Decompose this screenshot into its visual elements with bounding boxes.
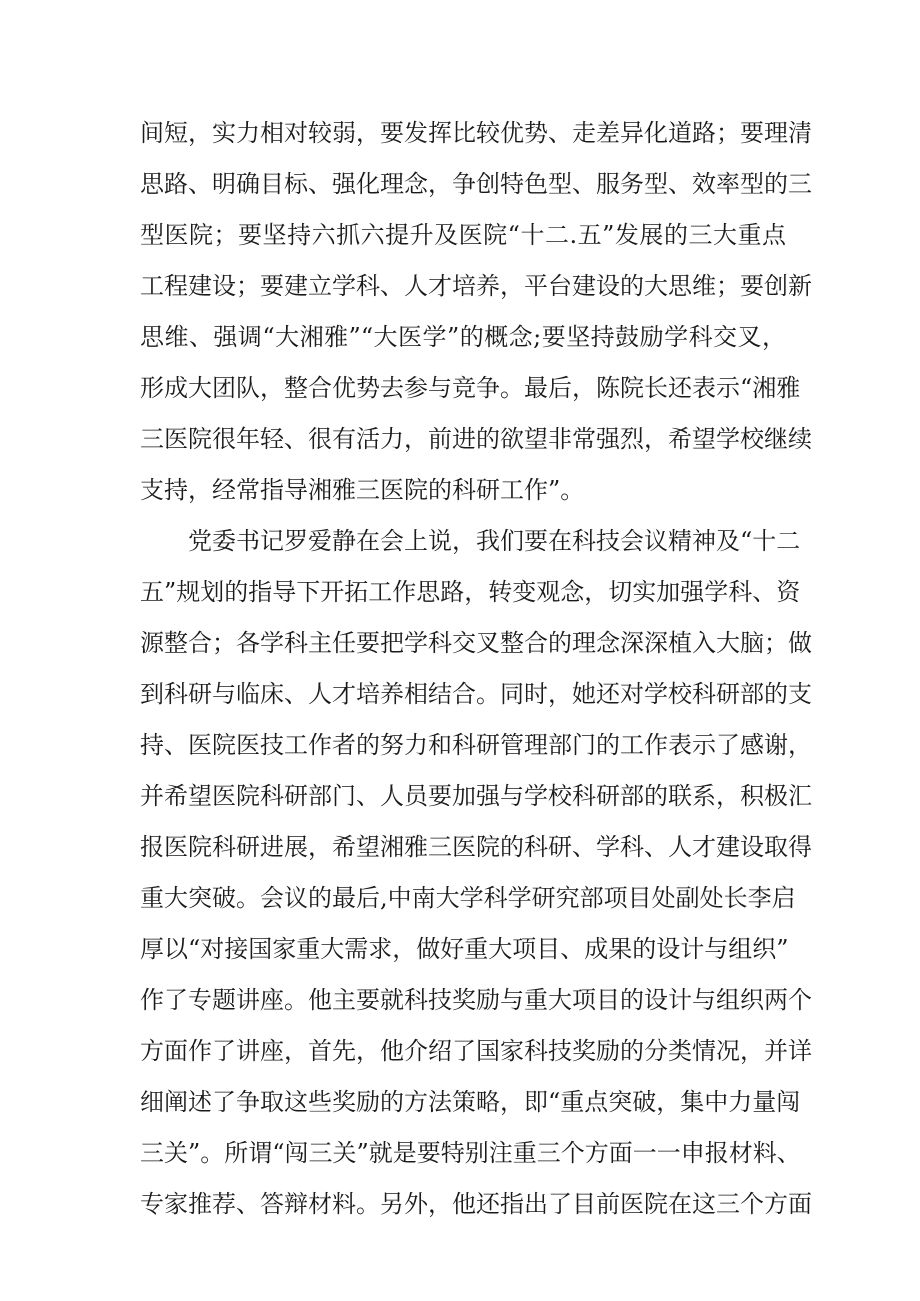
paragraph-line: 厚以“对接国家重大需求，做好重大项目、成果的设计与组织” bbox=[140, 935, 789, 963]
paragraph-line: 作了专题讲座。他主要就科技奖励与重大项目的设计与组织两个 bbox=[140, 986, 812, 1014]
paragraph-line: 方面作了讲座，首先，他介绍了国家科技奖励的分类情况，并详 bbox=[140, 1037, 812, 1065]
paragraph-line: 源整合；各学科主任要把学科交叉整合的理念深深植入大脑；做 bbox=[140, 629, 812, 657]
paragraph-line: 到科研与临床、人才培养相结合。同时，她还对学校科研部的支 bbox=[140, 680, 812, 708]
paragraph-line: 专家推荐、答辩材料。另外，他还指出了目前医院在这三个方面 bbox=[140, 1190, 812, 1218]
paragraph-line: 三医院很年轻、很有活力，前进的欲望非常强烈，希望学校继续 bbox=[140, 425, 812, 453]
paragraph-line: 间短，实力相对较弱，要发挥比较优势、走差异化道路；要理清 bbox=[140, 119, 812, 147]
paragraph-line: 三关”。所谓“闯三关”就是要特别注重三个方面一一申报材料、 bbox=[140, 1139, 801, 1167]
paragraph-line: 并希望医院科研部门、人员要加强与学校科研部的联系，积极汇 bbox=[140, 782, 812, 810]
paragraph-line: 型医院；要坚持六抓六提升及医院“十二.五”发展的三大重点 bbox=[140, 221, 786, 249]
paragraph-line: 五”规划的指导下开拓工作思路，转变观念，切实加强学科、资 bbox=[140, 578, 801, 606]
body-text bbox=[140, 108, 812, 1230]
paragraph-line: 思维、强调“大湘雅”“大医学”的概念;要坚持鼓励学科交叉， bbox=[140, 323, 786, 351]
paragraph-line: 党委书记罗爱静在会上说，我们要在科技会议精神及“十二 bbox=[188, 527, 801, 555]
paragraph-line: 报医院科研进展，希望湘雅三医院的科研、学科、人才建设取得 bbox=[140, 833, 812, 861]
paragraph-line: 工程建设；要建立学科、人才培养，平台建设的大思维；要创新 bbox=[140, 272, 812, 300]
paragraph-2 bbox=[140, 516, 812, 1230]
paragraph-line: 形成大团队，整合优势去参与竞争。最后，陈院长还表示“湘雅 bbox=[140, 374, 801, 402]
paragraph-line: 重大突破。会议的最后,中南大学科学研究部项目处副处长李启 bbox=[140, 884, 796, 912]
paragraph-line: 持、医院医技工作者的努力和科研管理部门的工作表示了感谢， bbox=[140, 731, 812, 759]
paragraph-1 bbox=[140, 108, 812, 516]
paragraph-line: 细阐述了争取这些奖励的方法策略，即“重点突破，集中力量闯 bbox=[140, 1088, 801, 1116]
paragraph-line: 支持，经常指导湘雅三医院的科研工作”。 bbox=[140, 476, 585, 504]
paragraph-line: 思路、明确目标、强化理念，争创特色型、服务型、效率型的三 bbox=[140, 170, 812, 198]
